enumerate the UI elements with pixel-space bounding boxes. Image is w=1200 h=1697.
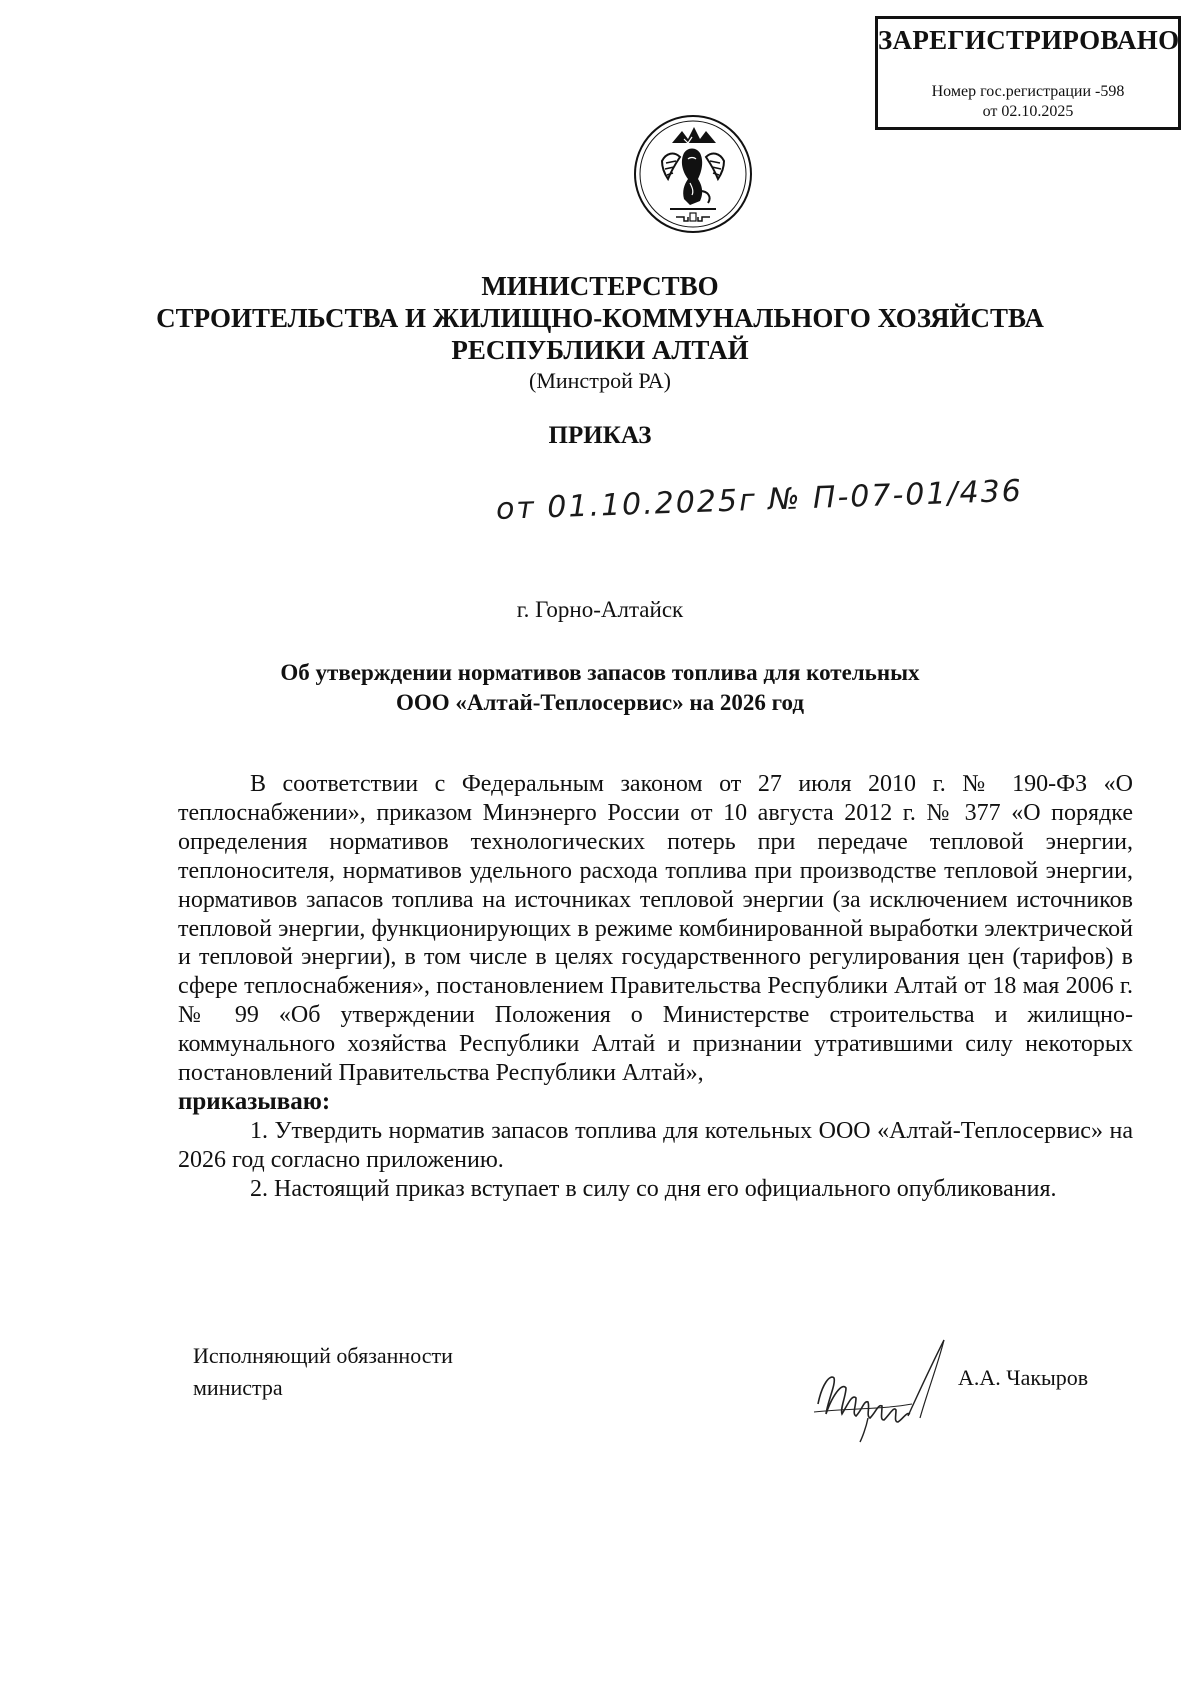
doc-type-title: ПРИКАЗ [548, 422, 652, 449]
order-subject [0, 658, 1200, 718]
city-line: г. Горно-Алтайск [516, 597, 684, 622]
handwritten-signature [808, 1334, 958, 1444]
registration-stamp [875, 16, 1181, 130]
stamp-reg-number: Номер гос.регистрации -598 [931, 83, 1125, 100]
coat-of-arms-icon [632, 113, 754, 235]
handwritten-order-number: от 01.10.2025г № П-07-01/436 [495, 473, 1024, 527]
preamble-paragraph: В соответствии с Федеральным законом от 27 июля 2010 г. № 190-ФЗ «О теплоснабжении», приказом Минэнерго России от 10 августа 2012 г. № 377 «О порядке определения нормативов технологических потерь при передаче тепловой энергии, теплоносителя, нормативов удельного расхода топлива при производстве тепловой энергии, нормативов запасов топлива на источниках тепловой энергии (за исключением источников тепловой энергии, функционирующих в режиме комбинированной выработки электрической и тепловой энергии), в том числе в целях государственного регулирования цен (тарифов) в сфере теплоснабжения», постановлением Правительства Республики Алтай от 18 мая 2006 г. № 99 «Об утверждении Положения о Министерстве строительства и жилищно-коммунального хозяйства Республики Алтай и признании утратившими силу некоторых постановлений Правительства Республики Алтай», [178, 771, 1133, 1087]
subject-line-1: Об утверждении нормативов запасов топлива для котельных [280, 660, 920, 685]
order-item-2: 2. Настоящий приказ вступает в силу со дня его официального опубликования. [250, 1175, 1057, 1202]
org-line-2: СТРОИТЕЛЬСТВА И ЖИЛИЩНО-КОММУНАЛЬНОГО ХОЗЯЙСТВА [156, 303, 1044, 333]
doc-type-block [0, 422, 1200, 450]
ministry-header [0, 270, 1200, 396]
signer-position [193, 1340, 453, 1404]
order-word: приказываю: [178, 1087, 331, 1115]
subject-line-2: ООО «Алтай-Теплосервис» на 2026 год [396, 690, 804, 715]
org-abbreviation: (Минстрой РА) [529, 368, 671, 393]
signer-position-line-1: Исполняющий обязанности [193, 1343, 453, 1368]
org-line-3: РЕСПУБЛИКИ АЛТАЙ [451, 335, 749, 365]
org-line-1: МИНИСТЕРСТВО [481, 271, 719, 301]
stamp-reg-date: от 02.10.2025 [982, 103, 1074, 120]
order-item-1: 1. Утвердить норматив запасов топлива для котельных ООО «Алтай-Теплосервис» на 2026 год согласно приложению. [178, 1117, 1133, 1173]
stamp-title: ЗАРЕГИСТРИРОВАНО [878, 25, 1180, 55]
order-body [178, 770, 1133, 1204]
signer-position-line-2: министра [193, 1375, 283, 1400]
signer-name: А.А. Чакыров [958, 1365, 1089, 1390]
